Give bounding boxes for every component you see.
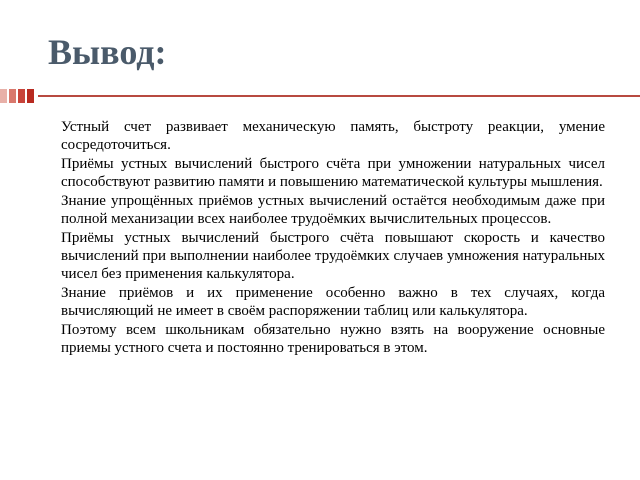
title-divider bbox=[0, 89, 640, 103]
divider-square-4 bbox=[27, 89, 34, 103]
divider-square-2 bbox=[9, 89, 16, 103]
conclusion-paragraph-2: Приёмы устных вычислений быстрого счёта при умножении натуральных чисел способствуют развитию памяти и повышению математической культуры мышления. bbox=[61, 156, 605, 190]
divider-square-1 bbox=[0, 89, 7, 103]
slide-title: Вывод: bbox=[48, 32, 167, 72]
conclusion-paragraph-5: Знание приёмов и их применение особенно важно в тех случаях, когда вычисляющий не имеет в своём распоряжении таблиц или калькулятора. bbox=[61, 285, 605, 319]
conclusion-paragraph-6: Поэтому всем школьникам обязательно нужно взять на вооружение основные приемы устного счета и постоянно тренироваться в этом. bbox=[61, 322, 605, 356]
divider-rule bbox=[38, 95, 640, 97]
conclusion-paragraph-1: Устный счет развивает механическую память, быстроту реакции, умение сосредоточиться. bbox=[61, 119, 605, 153]
conclusion-paragraph-4: Приёмы устных вычислений быстрого счёта повышают скорость и качество вычислений при выполнении наиболее трудоёмких случаев умножения натуральных чисел без применения калькулятора. bbox=[61, 230, 605, 282]
conclusion-text bbox=[61, 118, 605, 358]
conclusion-paragraph-3: Знание упрощённых приёмов устных вычислений остаётся необходимым даже при полной механизации всех наиболее трудоёмких вычислительных процессов. bbox=[61, 193, 605, 227]
divider-square-3 bbox=[18, 89, 25, 103]
